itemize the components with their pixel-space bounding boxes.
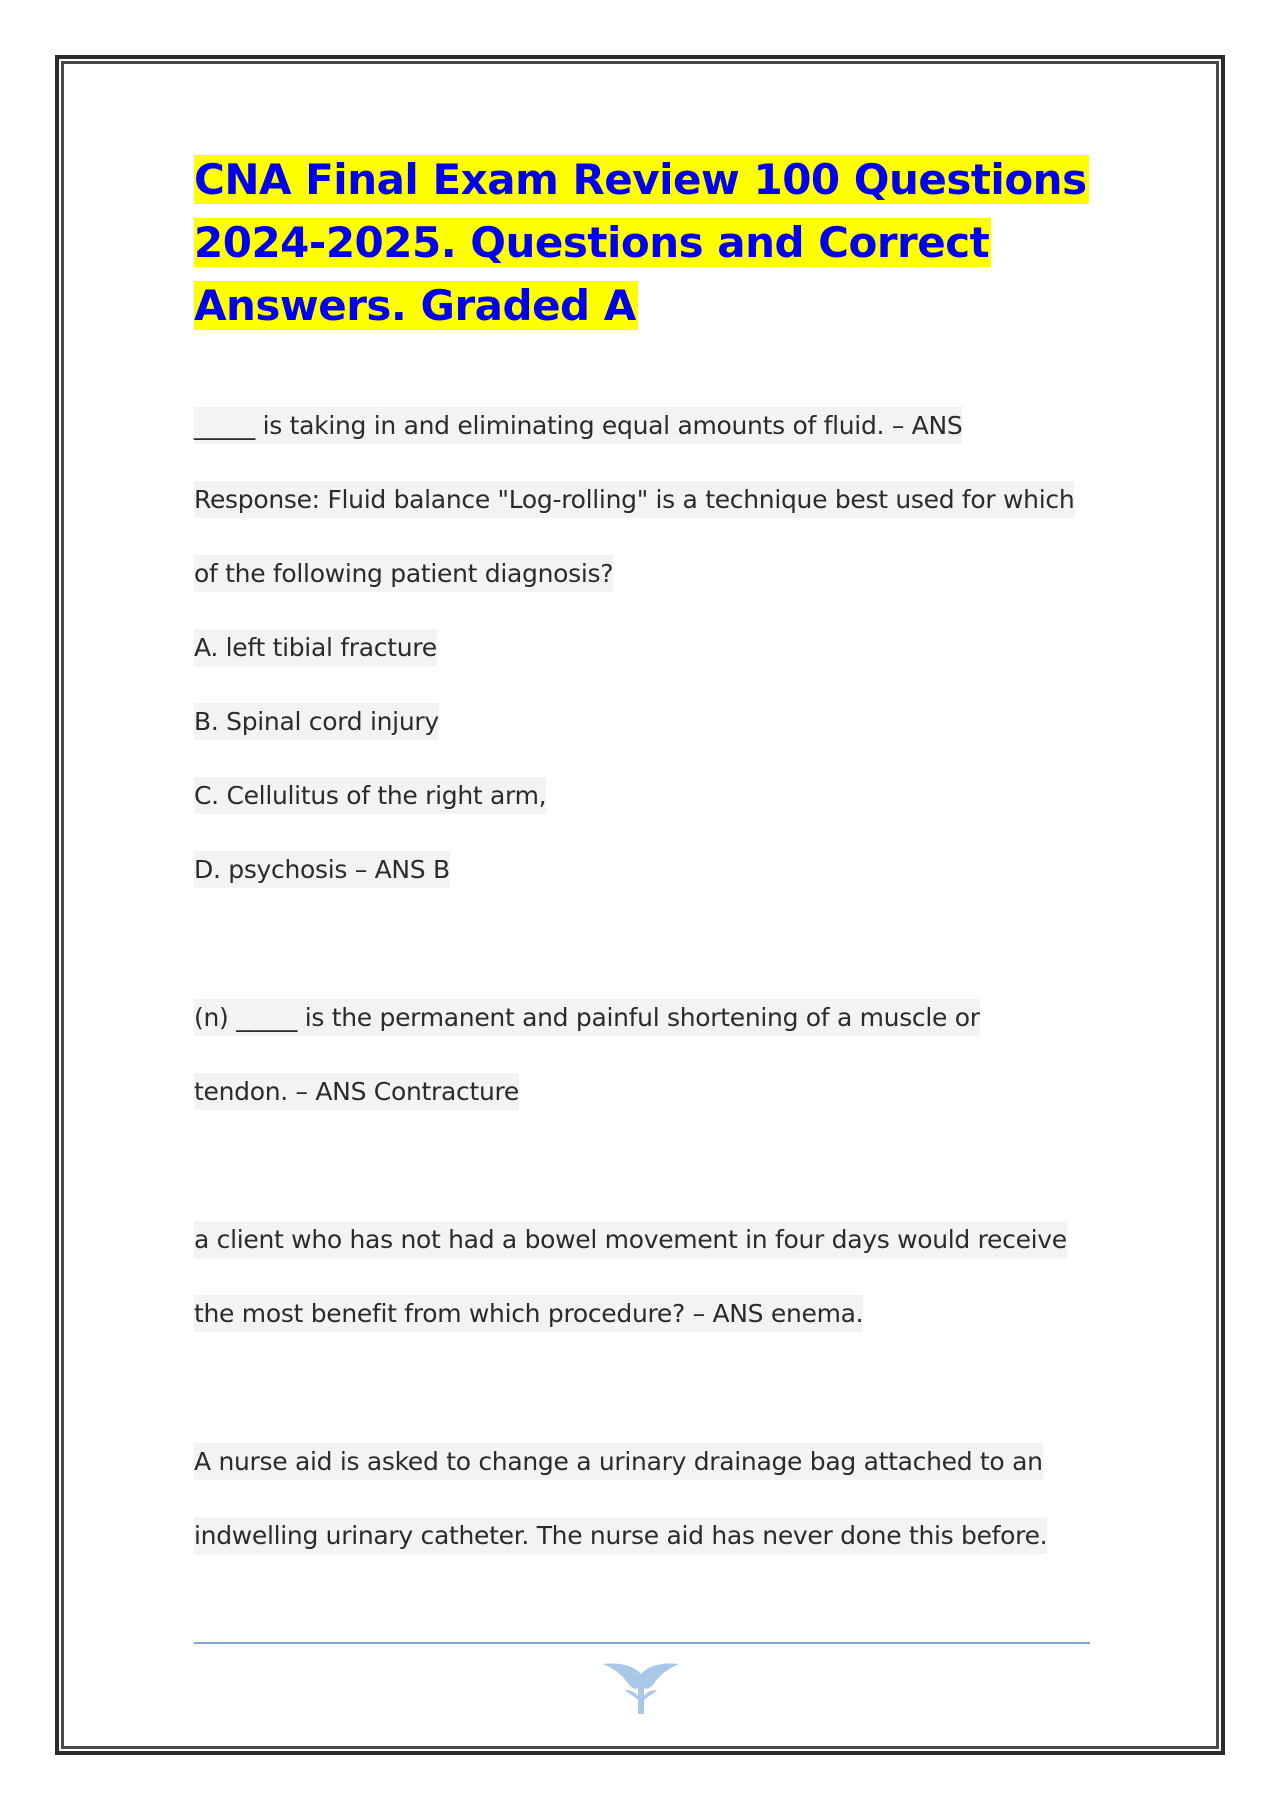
question-1-line-1: _____ is taking in and eliminating equal amounts of fluid. – ANS: [194, 407, 962, 444]
title-line-1: CNA Final Exam Review 100 Questions: [194, 155, 1087, 204]
footer-rule: [194, 1642, 1090, 1644]
answer-option-c: C. Cellulitus of the right arm,: [194, 777, 546, 814]
question-3-line-2: the most benefit from which procedure? – ANS enema.: [194, 1295, 863, 1332]
question-block-3: [194, 1203, 1094, 1351]
question-block-2: [194, 981, 1094, 1129]
title-line-3: Answers. Graded A: [194, 281, 636, 330]
question-4-line-1: A nurse aid is asked to change a urinary drainage bag attached to an: [194, 1443, 1043, 1480]
block-spacer: [194, 1351, 1094, 1425]
answer-option-b: B. Spinal cord injury: [194, 703, 439, 740]
question-block-1: [194, 389, 1094, 907]
document-body: [194, 148, 1094, 1573]
document-title: [194, 148, 1094, 337]
title-line-2: 2024-2025. Questions and Correct: [194, 218, 990, 267]
question-1-line-3: of the following patient diagnosis?: [194, 555, 613, 592]
bird-logo-icon: [601, 1660, 681, 1716]
answer-option-a: A. left tibial fracture: [194, 629, 437, 666]
question-block-4: [194, 1425, 1094, 1573]
question-2-line-2: tendon. – ANS Contracture: [194, 1073, 519, 1110]
answer-option-d: D. psychosis – ANS B: [194, 851, 450, 888]
question-4-line-2: indwelling urinary catheter. The nurse aid has never done this before.: [194, 1517, 1047, 1554]
block-spacer: [194, 1129, 1094, 1203]
question-2-line-1: (n) _____ is the permanent and painful shortening of a muscle or: [194, 999, 980, 1036]
question-1-line-2: Response: Fluid balance "Log-rolling" is a technique best used for which: [194, 481, 1074, 518]
question-3-line-1: a client who has not had a bowel movement in four days would receive: [194, 1221, 1067, 1258]
block-spacer: [194, 907, 1094, 981]
